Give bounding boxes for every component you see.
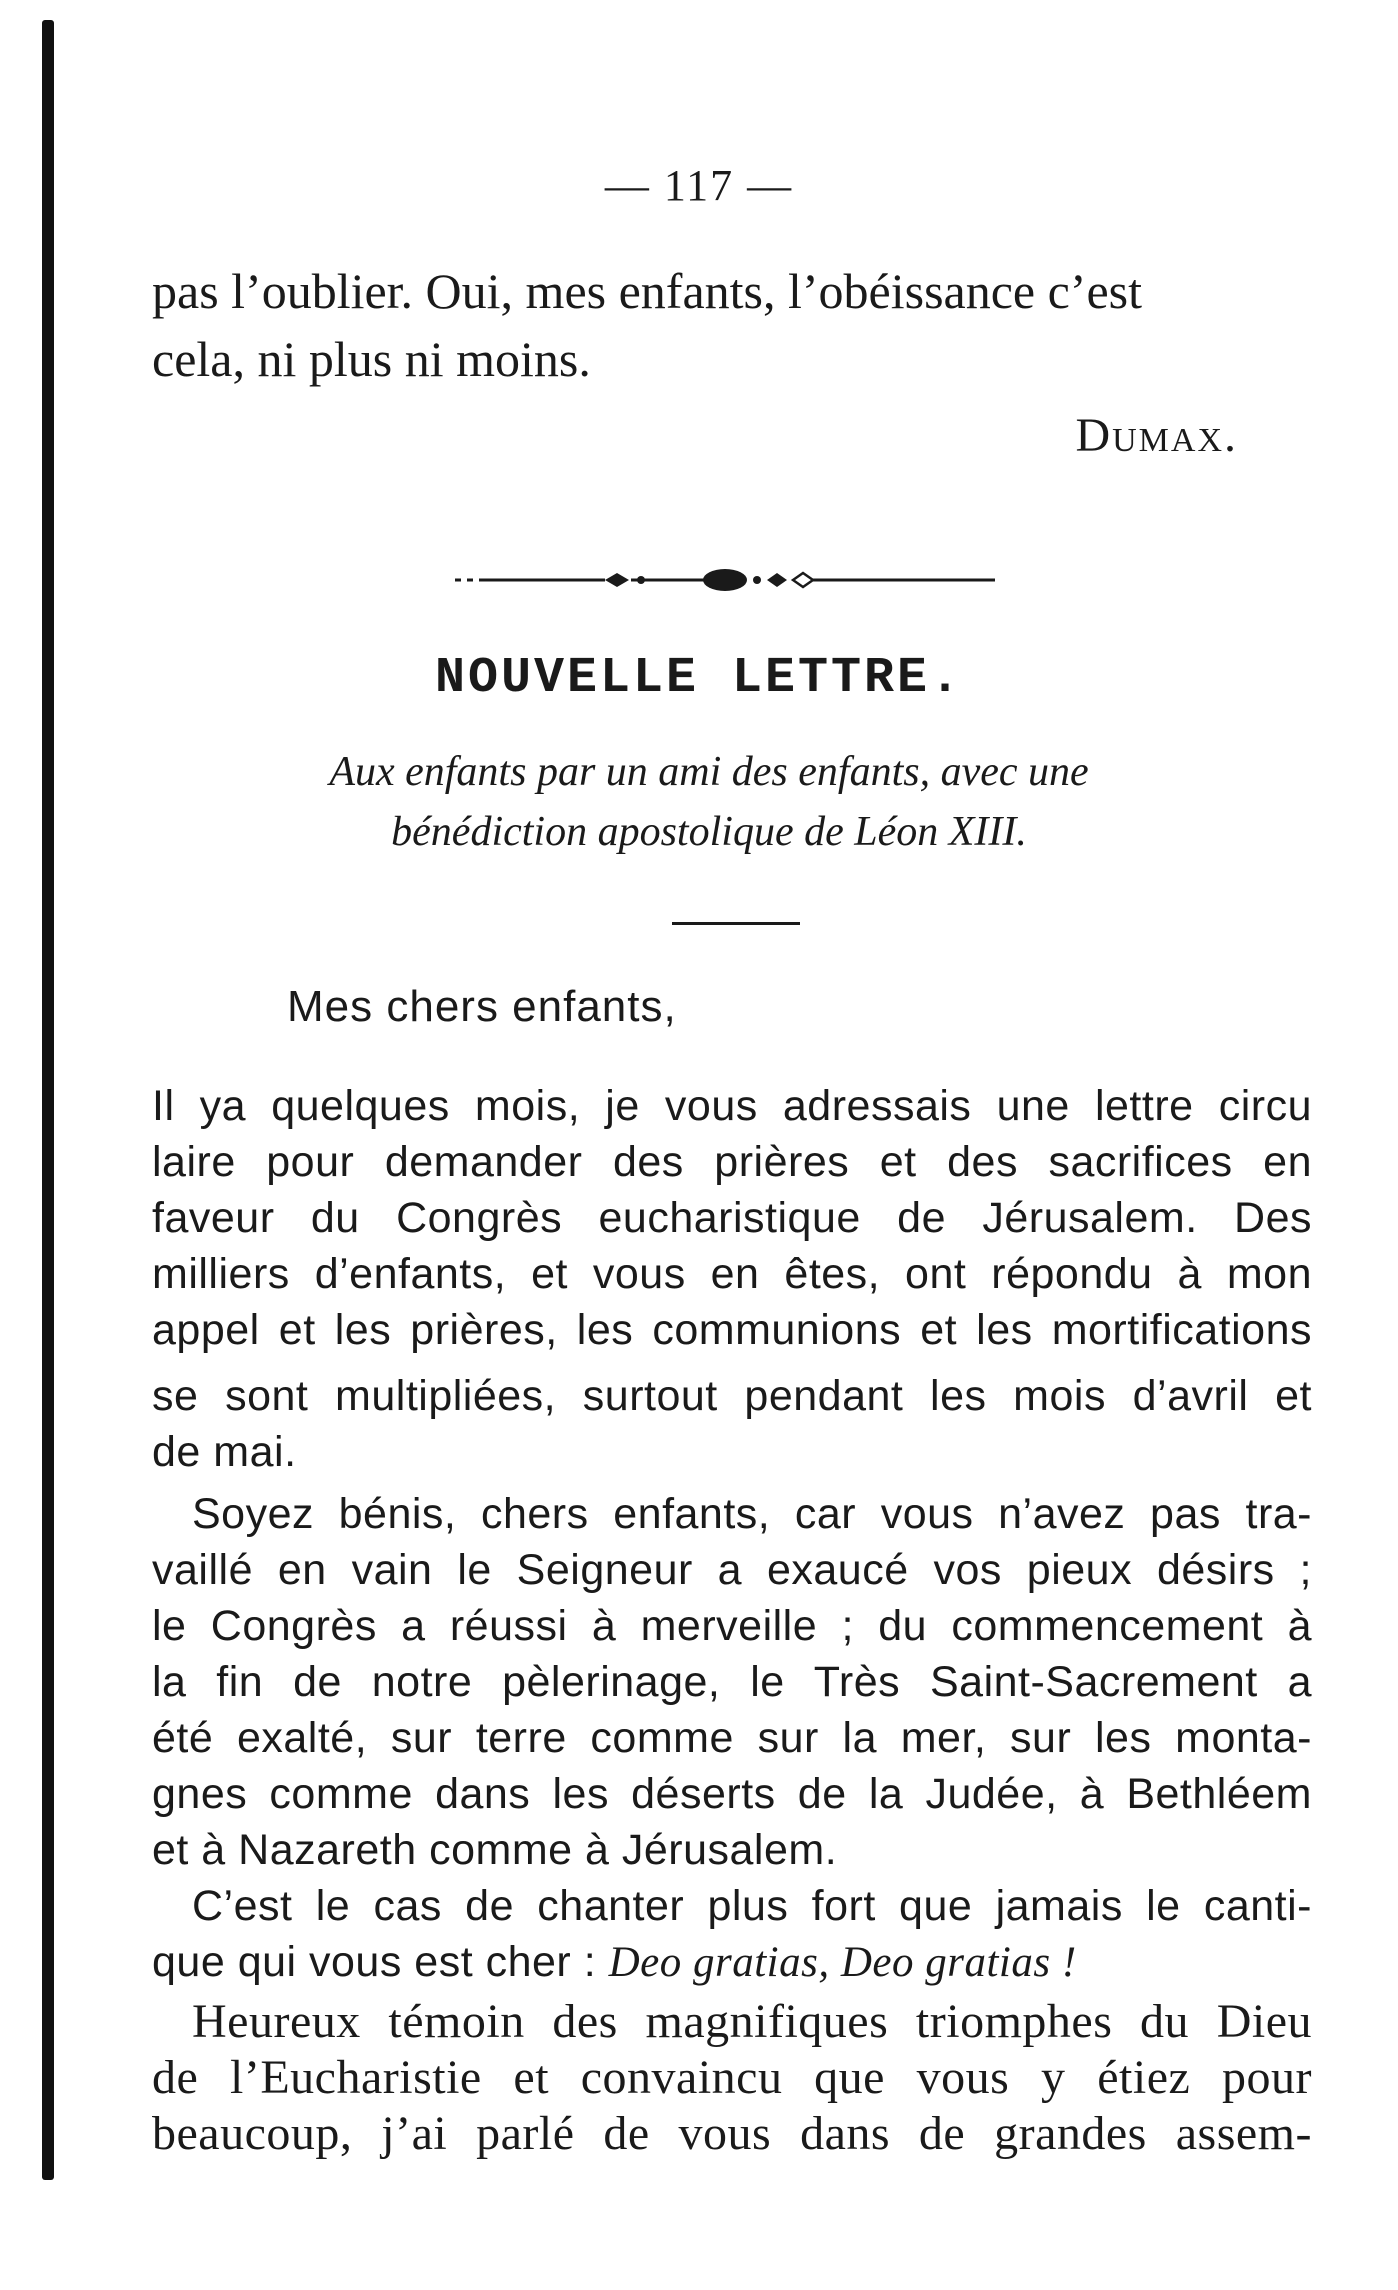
paragraph-4-line: beaucoup, j’ai parlé de vous dans de grandes assem- [152,2107,1312,2160]
ornamental-divider [455,560,995,600]
paragraph-1-line: de mai. [152,1428,297,1476]
paragraph-4-line: Heureux témoin des magnifiques triomphes du Dieu [192,1995,1312,2048]
paragraph-2-line: vaillé en vain le Seigneur a exaucé vos pieux désirs ; [152,1546,1312,1594]
paragraph-2-line: gnes comme dans les déserts de la Judée, à Bethléem [152,1770,1312,1818]
opening-line-1: pas l’oublier. Oui, mes enfants, l’obéissance c’est [152,263,1142,319]
paragraph-3-text: que qui vous est cher : [152,1938,597,1986]
salutation: Mes chers enfants, [287,982,677,1031]
page-number: — 117 — [604,161,794,210]
paragraph-4-line: de l’Eucharistie et convaincu que vous y étiez pour [152,2051,1312,2104]
short-rule [672,922,800,925]
paragraph-1-line: laire pour demander des prières et des sacrifices en [152,1138,1312,1186]
binding-edge [42,20,54,2180]
paragraph-2-line: Soyez bénis, chers enfants, car vous n’avez pas tra- [192,1490,1312,1538]
paragraph-1-line: milliers d’enfants, et vous en êtes, ont répondu à mon [152,1250,1312,1298]
signature: Dumax. [1075,409,1238,462]
paragraph-3-line: C’est le cas de chanter plus fort que jamais le canti- [192,1882,1312,1930]
subtitle-line-1: Aux enfants par un ami des enfants, avec une [329,749,1089,795]
letter-heading: NOUVELLE LETTRE. [434,650,964,707]
paragraph-3-italic: Deo gratias, Deo gratias ! [608,1939,1077,1986]
paragraph-1-line: Il ya quelques mois, je vous adressais une lettre circu [152,1082,1312,1130]
paragraph-3-line-2 [152,1938,1312,1994]
paragraph-1-line: faveur du Congrès eucharistique de Jérusalem. Des [152,1194,1312,1242]
opening-line-2: cela, ni plus ni moins. [152,331,591,387]
paragraph-1-line: appel et les prières, les communions et les mortifications [152,1306,1312,1354]
paragraph-2-line: la fin de notre pèlerinage, le Très Saint-Sacrement a [152,1658,1312,1706]
paragraph-2-line: été exalté, sur terre comme sur la mer, sur les monta- [152,1714,1312,1762]
paragraph-2-line: le Congrès a réussi à merveille ; du commencement à [152,1602,1312,1650]
paragraph-2-line: et à Nazareth comme à Jérusalem. [152,1826,838,1874]
subtitle-line-2: bénédiction apostolique de Léon XIII. [391,809,1027,855]
paragraph-1-line: se sont multipliées, surtout pendant les mois d’avril et [152,1372,1312,1420]
